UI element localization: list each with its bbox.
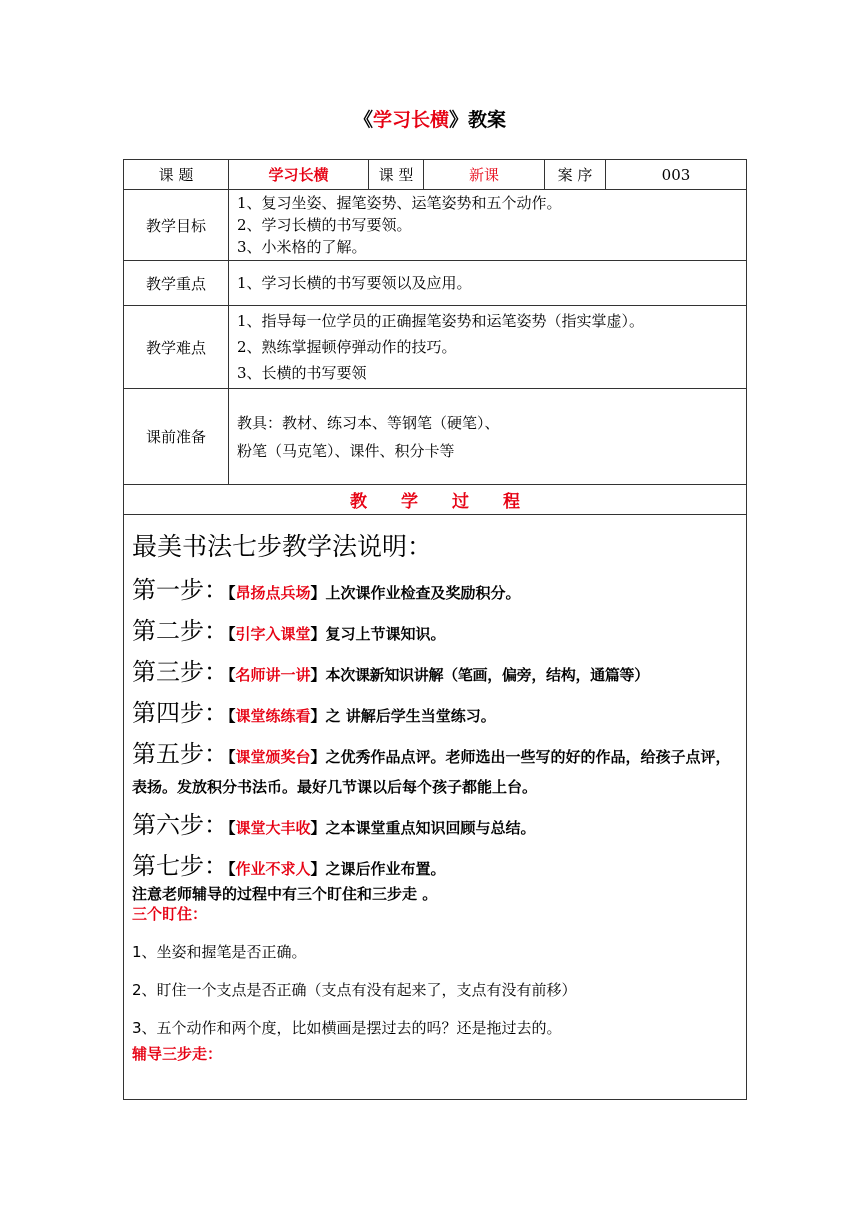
title-open: 《 (353, 109, 373, 131)
prep-line: 粉笔（马克笔）、课件、积分卡等 (237, 441, 455, 460)
watch-heading: 三个盯住： (132, 905, 208, 923)
difficulty-label: 教学难点 (124, 306, 229, 388)
topic-label: 课 题 (124, 160, 229, 189)
goals-label: 教学目标 (124, 190, 229, 260)
topic-value: 学习长横 (229, 160, 369, 189)
step-4: 第四步：【课堂练练看】之 讲解后学生当堂练习。 (132, 699, 496, 727)
goal-line: 3、小米格的了解。 (237, 238, 367, 256)
prep-label: 课前准备 (124, 389, 229, 484)
type-value: 新课 (424, 160, 545, 189)
step-name: 课堂练练看 (235, 707, 311, 725)
step-name: 引字入课堂 (235, 625, 311, 643)
focus-content (229, 261, 746, 305)
goal-line: 1、复习坐姿、握笔姿势、运笔姿势和五个动作。 (237, 194, 562, 212)
difficulty-line: 1、指导每一位学员的正确握笔姿势和运笔姿势（指实掌虚）。 (237, 312, 645, 330)
prep-content (229, 389, 746, 484)
step-1: 第一步：【昂扬点兵场】上次课作业检查及奖励积分。 (132, 576, 521, 604)
guide-heading: 辅导三步走： (132, 1045, 223, 1063)
type-label: 课 型 (369, 160, 424, 189)
focus-label: 教学重点 (124, 261, 229, 305)
prep-row (124, 389, 746, 485)
step-3: 第三步：【名师讲一讲】本次课新知识讲解（笔画，偏旁，结构，通篇等） (132, 658, 649, 686)
process-body (124, 515, 746, 1099)
step-name: 昂扬点兵场 (235, 584, 311, 602)
step-name: 课堂大丰收 (235, 819, 311, 837)
process-header: 教 学 过 程 (350, 492, 520, 512)
order-label: 案 序 (545, 160, 606, 189)
prep-line: 教具：教材、练习本、等钢笔（硬笔）、 (237, 413, 500, 432)
step-6: 第六步：【课堂大丰收】之本课堂重点知识回顾与总结。 (132, 811, 536, 839)
difficulty-content (229, 306, 746, 388)
process-note: 注意老师辅导的过程中有三个盯住和三步走 。 (132, 885, 438, 903)
focus-row (124, 261, 746, 306)
step-7: 第七步：【作业不求人】之课后作业布置。 (132, 852, 446, 880)
step-name: 课堂颁奖台 (235, 748, 311, 766)
goals-row (124, 190, 746, 261)
watch-item: 3、五个动作和两个度，比如横画是摆过去的吗？还是拖过去的。 (132, 1019, 562, 1037)
title-name: 学习长横 (372, 109, 449, 131)
page-title (0, 105, 860, 132)
step-name: 作业不求人 (235, 860, 311, 878)
step-name: 名师讲一讲 (235, 666, 311, 684)
step-2: 第二步：【引字入课堂】复习上节课知识。 (132, 617, 446, 645)
difficulty-line: 3、长横的书写要领 (237, 364, 367, 382)
process-heading: 最美书法七步教学法说明： (132, 532, 433, 561)
title-close: 》教案 (449, 109, 507, 131)
order-value: 003 (661, 165, 691, 184)
goal-line: 2、学习长横的书写要领。 (237, 216, 412, 234)
difficulty-line: 2、熟练掌握顿停弹动作的技巧。 (237, 338, 457, 356)
difficulty-row (124, 306, 746, 389)
focus-line: 1、学习长横的书写要领以及应用。 (237, 274, 472, 292)
watch-item: 1、坐姿和握笔是否正确。 (132, 943, 307, 961)
process-header-row (124, 485, 746, 515)
watch-item: 2、盯住一个支点是否正确（支点有没有起来了，支点有没有前移） (132, 981, 577, 999)
step-5: 第五步：【课堂颁奖台】之优秀作品点评。老师选出一些写的好的作品，给孩子点评，表扬。发放积分书法币。最好几节课以后每个孩子都能上台。 (132, 740, 731, 796)
header-row (124, 160, 746, 190)
goals-content (229, 190, 746, 260)
lesson-plan-table (123, 159, 747, 1100)
